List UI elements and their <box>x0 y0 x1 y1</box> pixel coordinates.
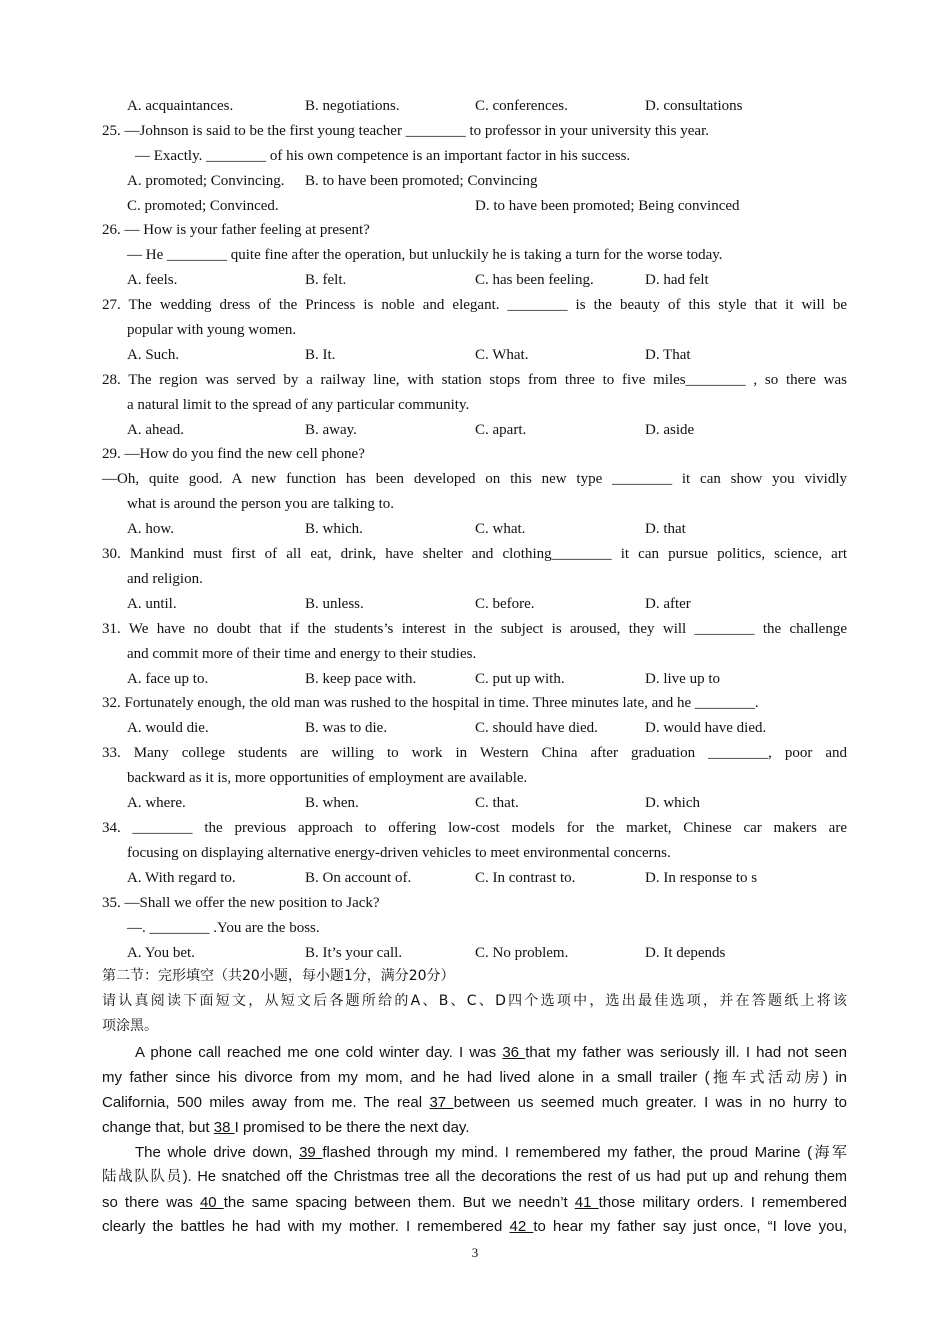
q27-option-a: A. Such. <box>127 347 180 363</box>
q30-stem: 30. Mankind must first of all eat, drink, have shelter and clothing________ it can pursue politics, science, art <box>102 546 847 562</box>
q28-option-c: C. apart. <box>475 422 527 438</box>
q29-stem: 29. —How do you find the new cell phone? <box>102 446 365 462</box>
q35-option-a: A. You bet. <box>127 945 195 961</box>
q31-option-d: D. live up to <box>645 671 720 687</box>
q25-stem: 25. —Johnson is said to be the first young teacher ________ to professor in your university this year. <box>102 123 709 139</box>
q25-line2: — Exactly. ________ of his own competence is an important factor in his success. <box>135 148 631 164</box>
q24-option-b: B. negotiations. <box>305 98 400 114</box>
passage-p2-line1: The whole drive down, 39 flashed through my mind. I remembered my father, the proud Marine (海军 <box>135 1144 848 1161</box>
q30-option-d: D. after <box>645 596 691 612</box>
q34-option-b: B. On account of. <box>305 870 412 886</box>
blank-41[interactable]: 41 <box>574 1194 599 1211</box>
q32-option-b: B. was to die. <box>305 720 388 736</box>
q35-option-c: C. No problem. <box>475 945 569 961</box>
passage-p2-line2: 陆战队队员). He snatched off the Christmas tree all the decorations the rest of us had put up and rehung them <box>102 1169 847 1185</box>
q35-stem: 35. —Shall we offer the new position to Jack? <box>102 895 380 911</box>
q33-line2: backward as it is, more opportunities of employment are available. <box>127 770 528 786</box>
passage-p1-line1: A phone call reached me one cold winter day. I was 36 that my father was seriously ill. I had not seen <box>135 1044 847 1061</box>
passage-p1-line3: California, 500 miles away from me. The real 37 between us seemed much greater. I was in no hurry to <box>102 1094 848 1111</box>
q35-option-b: B. It’s your call. <box>305 945 403 961</box>
q33-option-d: D. which <box>645 795 700 811</box>
passage-p2-line4: clearly the battles he had with my mother. I remembered 42 to hear my father say just once, “I love you, <box>102 1218 847 1235</box>
q29-option-a: A. how. <box>127 521 174 537</box>
q30-option-a: A. until. <box>127 596 177 612</box>
q34-line2: focusing on displaying alternative energy-driven vehicles to meet environmental concerns. <box>127 845 671 861</box>
q28-option-a: A. ahead. <box>127 422 185 438</box>
q31-option-b: B. keep pace with. <box>305 671 417 687</box>
blank-38[interactable]: 38 <box>213 1119 235 1136</box>
blank-39[interactable]: 39 <box>299 1144 323 1161</box>
q26-stem: 26. — How is your father feeling at present? <box>102 222 370 238</box>
q33-option-a: A. where. <box>127 795 186 811</box>
q34-stem: 34. ________ the previous approach to offering low-cost models for the market, Chinese car makers are <box>102 820 847 836</box>
q30-option-b: B. unless. <box>305 596 364 612</box>
q31-stem: 31. We have no doubt that if the students’s interest in the subject is aroused, they will ________ the challenge <box>102 621 847 637</box>
q26-line2: — He ________ quite fine after the operation, but unluckily he is taking a turn for the worse today. <box>127 247 723 263</box>
passage-p1-line2: my father since his divorce from my mom, and he had lived alone in a small trailer (拖车式活动房) in <box>102 1069 847 1086</box>
q29-option-d: D. that <box>645 521 686 537</box>
page-number: 3 <box>471 1245 479 1260</box>
q28-stem: 28. The region was served by a railway line, with station stops from three to five miles________ , so there was <box>102 372 847 388</box>
q29-line3: what is around the person you are talking to. <box>127 496 395 512</box>
section2-instructions-line1: 请认真阅读下面短文，从短文后各题所给的A、B、C、D四个选项中，选出最佳选项，并在答题纸上将该 <box>102 993 847 1009</box>
q31-option-c: C. put up with. <box>475 671 565 687</box>
q30-line2: and religion. <box>127 571 203 587</box>
q27-option-c: C. What. <box>475 347 529 363</box>
section2-title: 第二节：完形填空（共20小题，每小题1分，满分20分） <box>102 968 455 984</box>
q31-line2: and commit more of their time and energy to their studies. <box>127 646 477 662</box>
q25-option-a: A. promoted; Convincing. <box>127 173 285 189</box>
q34-option-c: C. In contrast to. <box>475 870 576 886</box>
q29-option-b: B. which. <box>305 521 363 537</box>
q32-option-a: A. would die. <box>127 720 209 736</box>
q35-line2: —. ________ .You are the boss. <box>127 920 320 936</box>
q29-option-c: C. what. <box>475 521 526 537</box>
q24-option-c: C. conferences. <box>475 98 568 114</box>
q24-option-a: A. acquaintances. <box>127 98 234 114</box>
q32-option-d: D. would have died. <box>645 720 767 736</box>
passage-p1-line4: change that, but 38 I promised to be there the next day. <box>102 1119 470 1136</box>
q27-stem: 27. The wedding dress of the Princess is noble and elegant. ________ is the beauty of this style that it will be <box>102 297 847 313</box>
q28-line2: a natural limit to the spread of any particular community. <box>127 397 470 413</box>
q28-option-d: D. aside <box>645 422 695 438</box>
q26-option-d: D. had felt <box>645 272 709 288</box>
q25-option-b: B. to have been promoted; Convincing <box>305 173 538 189</box>
q31-option-a: A. face up to. <box>127 671 209 687</box>
q32-option-c: C. should have died. <box>475 720 598 736</box>
q27-option-b: B. It. <box>305 347 336 363</box>
blank-42[interactable]: 42 <box>509 1218 534 1235</box>
q27-option-d: D. That <box>645 347 691 363</box>
q34-option-a: A. With regard to. <box>127 870 236 886</box>
q26-option-c: C. has been feeling. <box>475 272 594 288</box>
q28-option-b: B. away. <box>305 422 357 438</box>
q32-stem: 32. Fortunately enough, the old man was rushed to the hospital in time. Three minutes late, and he ________. <box>102 695 759 711</box>
q26-option-b: B. felt. <box>305 272 347 288</box>
q26-option-a: A. feels. <box>127 272 178 288</box>
q24-option-d: D. consultations <box>645 98 743 114</box>
blank-36[interactable]: 36 <box>502 1044 526 1061</box>
blank-37[interactable]: 37 <box>429 1094 454 1111</box>
q25-option-d: D. to have been promoted; Being convinced <box>475 198 740 214</box>
q33-option-b: B. when. <box>305 795 359 811</box>
q33-option-c: C. that. <box>475 795 519 811</box>
passage-p2-line3: so there was 40 the same spacing between them. But we needn’t 41 those military orders. I remembered <box>102 1194 847 1211</box>
q29-line2: —Oh, quite good. A new function has been developed on this new type ________ it can show you vividly <box>102 471 847 487</box>
q27-line2: popular with young women. <box>127 322 297 338</box>
q25-option-c: C. promoted; Convinced. <box>127 198 279 214</box>
q35-option-d: D. It depends <box>645 945 726 961</box>
blank-40[interactable]: 40 <box>199 1194 224 1211</box>
q30-option-c: C. before. <box>475 596 535 612</box>
section2-instructions-line2: 项涂黑。 <box>102 1018 158 1034</box>
q34-option-d: D. In response to s <box>645 870 758 886</box>
q33-stem: 33. Many college students are willing to work in Western China after graduation ________, poor and <box>102 745 847 761</box>
